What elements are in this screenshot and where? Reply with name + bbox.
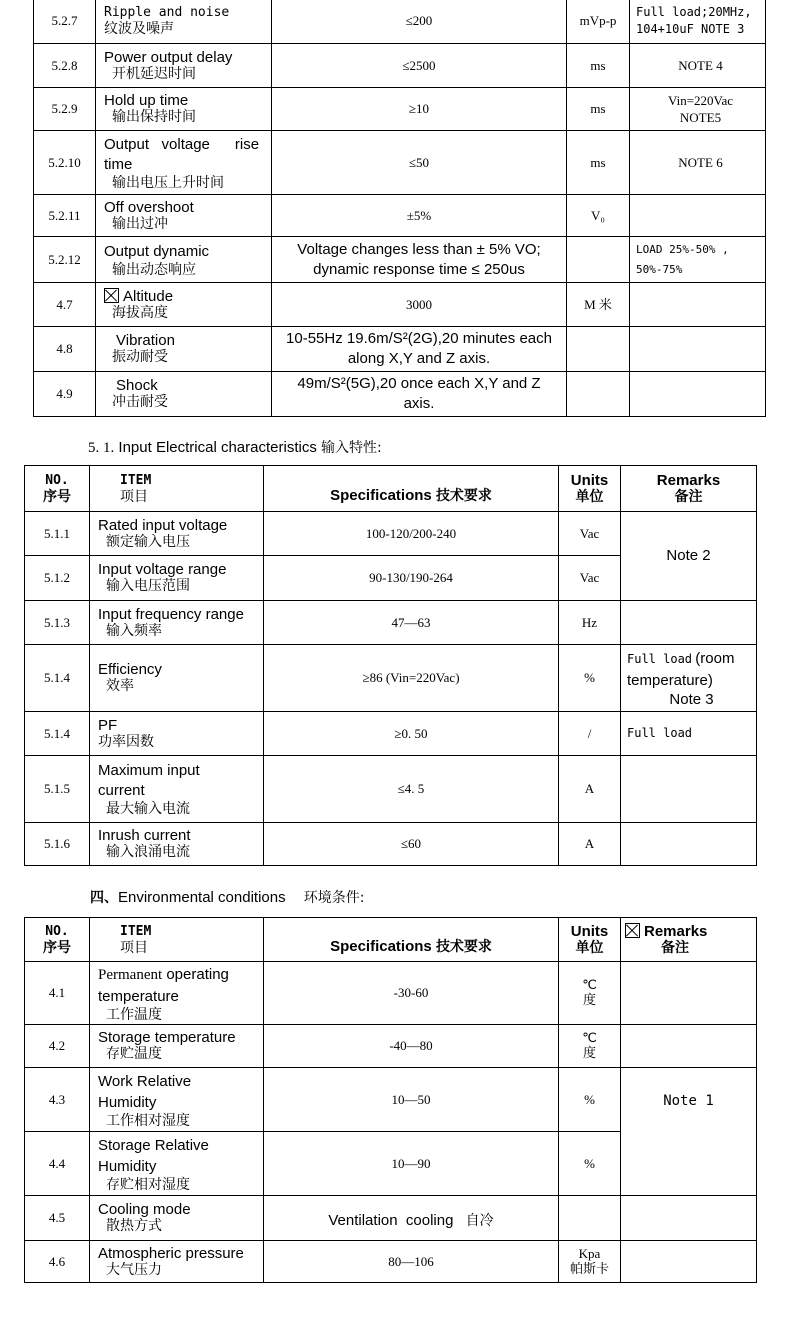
item-en: Off overshoot [104,198,194,216]
item-en: Input frequency range [98,605,244,623]
unit-value: Vac [559,512,621,556]
unit-value [567,372,630,417]
header-spec-cn: 技术要求 [435,939,492,955]
header-item-cn: 项目 [120,488,148,505]
header-remarks-en: Remarks [644,923,708,940]
table-header [25,918,757,962]
item-cn: 工作温度 [106,1006,162,1023]
remark-value: LOAD 25%-50% , 50%-75% [630,237,766,283]
remark-note: Note 3 [669,690,714,708]
row-number: 4.5 [25,1196,90,1241]
unit-value: ℃ [582,1030,597,1045]
unit-cn: 度 [582,1046,596,1061]
remark-value [630,327,766,372]
row-number: 5.1.2 [25,556,90,601]
item-en: operating temperature [98,965,229,1005]
item-en: Output voltage rise time [104,135,264,173]
header-spec-en: Specifications [330,938,432,955]
table-row [25,1196,757,1241]
item-en: Storage temperature [98,1029,236,1046]
row-number: 4.6 [25,1241,90,1283]
spec-value: ≤4. 5 [264,756,559,823]
row-number: 5.2.11 [34,195,96,237]
spec-value: ≥10 [272,88,567,131]
x-checkbox-icon [625,923,640,938]
row-number: 4.8 [34,327,96,372]
spec-value: Ventilation cooling [328,1212,454,1229]
table-row [34,327,766,372]
row-number: 5.2.7 [34,0,96,44]
spec-value: 90-130/190-264 [264,556,559,601]
unit-value: ms [567,44,630,88]
item-cn: 额定输入电压 [106,533,190,550]
unit-value: ℃ [582,977,597,992]
table-row [25,756,757,823]
table-row [25,1241,757,1283]
item-en: Cooling mode [98,1201,191,1218]
item-en: Shock [116,377,158,394]
spec-value: 3000 [272,283,567,327]
table-row [34,44,766,88]
row-number: 4.9 [34,372,96,417]
unit-value: % [559,1132,621,1196]
table-row [25,512,757,556]
header-item-cn: 项目 [120,939,148,956]
item-cn: 大气压力 [106,1261,162,1278]
item-en: Output dynamic [104,242,210,260]
row-number: 5.2.12 [34,237,96,283]
unit-value: ms [567,131,630,195]
item-cn: 功率因数 [98,733,154,750]
table-row [34,372,766,417]
header-units-en: Units [570,472,609,489]
table-row [25,712,757,756]
item-cn: 散热方式 [106,1218,162,1234]
header-item-en: ITEM [120,472,152,488]
item-cn: 效率 [106,678,134,694]
row-number: 5.1.1 [25,512,90,556]
section-title-cn: 输入特性: [321,440,382,456]
remark-value [621,601,757,645]
table-row [25,823,757,866]
table-row [34,283,766,327]
header-units-en: Units [570,923,609,940]
remark-mono: Full load [627,651,693,666]
header-remarks-cn: 备注 [661,940,689,956]
table-row [25,962,757,1025]
item-en: PF [98,716,118,734]
table-row [34,131,766,195]
merged-remark: Note 1 [621,1068,757,1196]
merged-remark: Note 2 [621,512,757,601]
item-cn: 输出动态响应 [112,261,196,278]
unit-value [567,237,630,283]
unit-value: M 米 [567,283,630,327]
environmental-conditions-table [24,917,757,1283]
item-cn: 输入频率 [106,622,162,639]
row-number: 4.1 [25,962,90,1025]
x-checkbox-icon [104,288,119,303]
item-cn: 开机延迟时间 [112,65,196,82]
header-no-cn: 序号 [43,489,71,505]
item-en-serif: Permanent [98,966,163,983]
table-row [34,195,766,237]
header-no-en: NO. [45,924,69,939]
row-number: 4.7 [34,283,96,327]
header-spec-en: Specifications [330,487,432,504]
item-en: Vibration [116,332,175,349]
header-spec-cn: 技术要求 [435,488,492,504]
item-cn: 输出保持时间 [112,109,196,125]
remark-value: NOTE 6 [630,131,766,195]
item-en: Work Relative Humidity [98,1072,192,1111]
spec-value: 10—50 [264,1068,559,1132]
table-row [25,601,757,645]
item-cn: 存贮温度 [106,1046,162,1062]
header-remarks-cn: 备注 [674,489,703,505]
spec-value: ≤2500 [272,44,567,88]
spec-value: ≥0. 50 [264,712,559,756]
output-characteristics-table [33,0,766,417]
row-number: 4.3 [25,1068,90,1132]
input-section-title [88,437,382,457]
remark-value: Full load [621,712,757,756]
unit-value: Kpa [578,1245,601,1261]
row-number: 5.1.3 [25,601,90,645]
remark-value [621,823,757,866]
spec-value: 10—90 [264,1132,559,1196]
unit-value [567,327,630,372]
spec-line-1: Voltage changes less than ± 5% VO; [297,240,541,258]
item-en: Atmospheric pressure [98,1244,244,1262]
section-title-cn: 环境条件: [303,890,365,906]
item-cn: 输出过冲 [112,215,168,232]
item-en-text: Altitude [123,288,174,305]
row-number: 5.1.6 [25,823,90,866]
spec-value: 10-55Hz 19.6m/S²(2G),20 minutes each along X,Y and Z axis. [272,327,567,372]
spec-value: ≥86 (Vin=220Vac) [264,645,559,712]
remark-value: Vin=220Vac NOTE5 [630,88,766,131]
item-en: Efficiency [98,661,162,678]
unit-value: Hz [559,601,621,645]
remark-value [621,756,757,823]
spec-value: ≤60 [264,823,559,866]
item-en: Power output delay [104,48,233,66]
spec-value: 100-120/200-240 [264,512,559,556]
header-units-cn: 单位 [575,940,604,956]
remark-value [630,195,766,237]
spec-cn: 自冷 [465,1213,494,1229]
spec-line-2: dynamic response time ≤ 250us [313,260,525,278]
item-cn: 振动耐受 [112,349,168,365]
row-number: 5.1.4 [25,645,90,712]
row-number: 5.1.4 [25,712,90,756]
row-number: 5.2.8 [34,44,96,88]
item-cn: 工作相对湿度 [106,1112,190,1129]
item-cn: 纹波及噪声 [104,21,174,37]
item-en: Storage Relative Humidity [98,1136,209,1175]
item-en: Ripple and noise [104,5,230,20]
input-characteristics-table [24,465,757,866]
spec-value: ≤200 [272,0,567,44]
item-en: Inrush current [98,827,191,844]
spec-value: -40—80 [264,1025,559,1068]
section-number: 5. 1. [88,440,115,456]
header-units-cn: 单位 [575,489,604,505]
row-number: 5.2.9 [34,88,96,131]
section-prefix: 四、 [90,890,118,906]
spec-value: ≤50 [272,131,567,195]
table-row [34,0,766,44]
item-en [104,288,271,305]
row-number: 4.2 [25,1025,90,1068]
spec-value: 49m/S²(5G),20 once each X,Y and Z axis. [272,372,567,417]
row-number: 5.1.5 [25,756,90,823]
unit-value: V₀ [567,195,630,237]
row-number: 5.2.10 [34,131,96,195]
spec-value: -30-60 [264,962,559,1025]
item-en: Rated input voltage [98,516,228,534]
unit-cn: 帕斯卡 [569,1261,609,1277]
table-header [25,466,757,512]
unit-value: ms [567,88,630,131]
item-en: Input voltage range [98,561,227,578]
header-no-en: NO. [45,473,69,488]
item-cn: 输入浪涌电流 [106,844,190,860]
item-en: Hold up time [104,92,189,109]
env-section-title [90,887,364,907]
unit-value: A [559,756,621,823]
header-remarks-en: Remarks [656,472,721,489]
remark-value: NOTE 4 [630,44,766,88]
spec-value: ±5% [272,195,567,237]
item-cn: 输出电压上升时间 [112,174,224,191]
table-row [25,1025,757,1068]
item-cn: 存贮相对湿度 [106,1176,190,1193]
remark-value: Full load;20MHz, 104+10uF NOTE 3 [630,0,766,44]
item-cn: 输入电压范围 [106,578,190,594]
unit-value: Vac [559,556,621,601]
item-cn: 最大输入电流 [106,801,190,817]
unit-value: / [559,712,621,756]
unit-cn: 度 [582,993,596,1008]
unit-value: % [559,1068,621,1132]
unit-value: % [559,645,621,712]
row-number: 4.4 [25,1132,90,1196]
remark-en: (room temperature) [627,649,735,689]
header-no-cn: 序号 [43,940,71,956]
header-item-en: ITEM [120,923,152,939]
section-title-en: Environmental conditions [118,889,286,906]
table-row [25,645,757,712]
unit-value: A [559,823,621,866]
item-cn: 海拔高度 [112,305,168,321]
table-row [34,237,766,283]
table-row [25,1068,757,1132]
table-row [34,88,766,131]
remark-value [630,283,766,327]
remark-value [630,372,766,417]
spec-value: 47—63 [264,601,559,645]
unit-value: mVp-p [567,0,630,44]
spec-value: 80—106 [264,1241,559,1283]
section-title-en: Input Electrical characteristics [118,439,317,456]
item-en: Maximum input current [98,762,200,799]
item-cn: 冲击耐受 [112,394,168,410]
